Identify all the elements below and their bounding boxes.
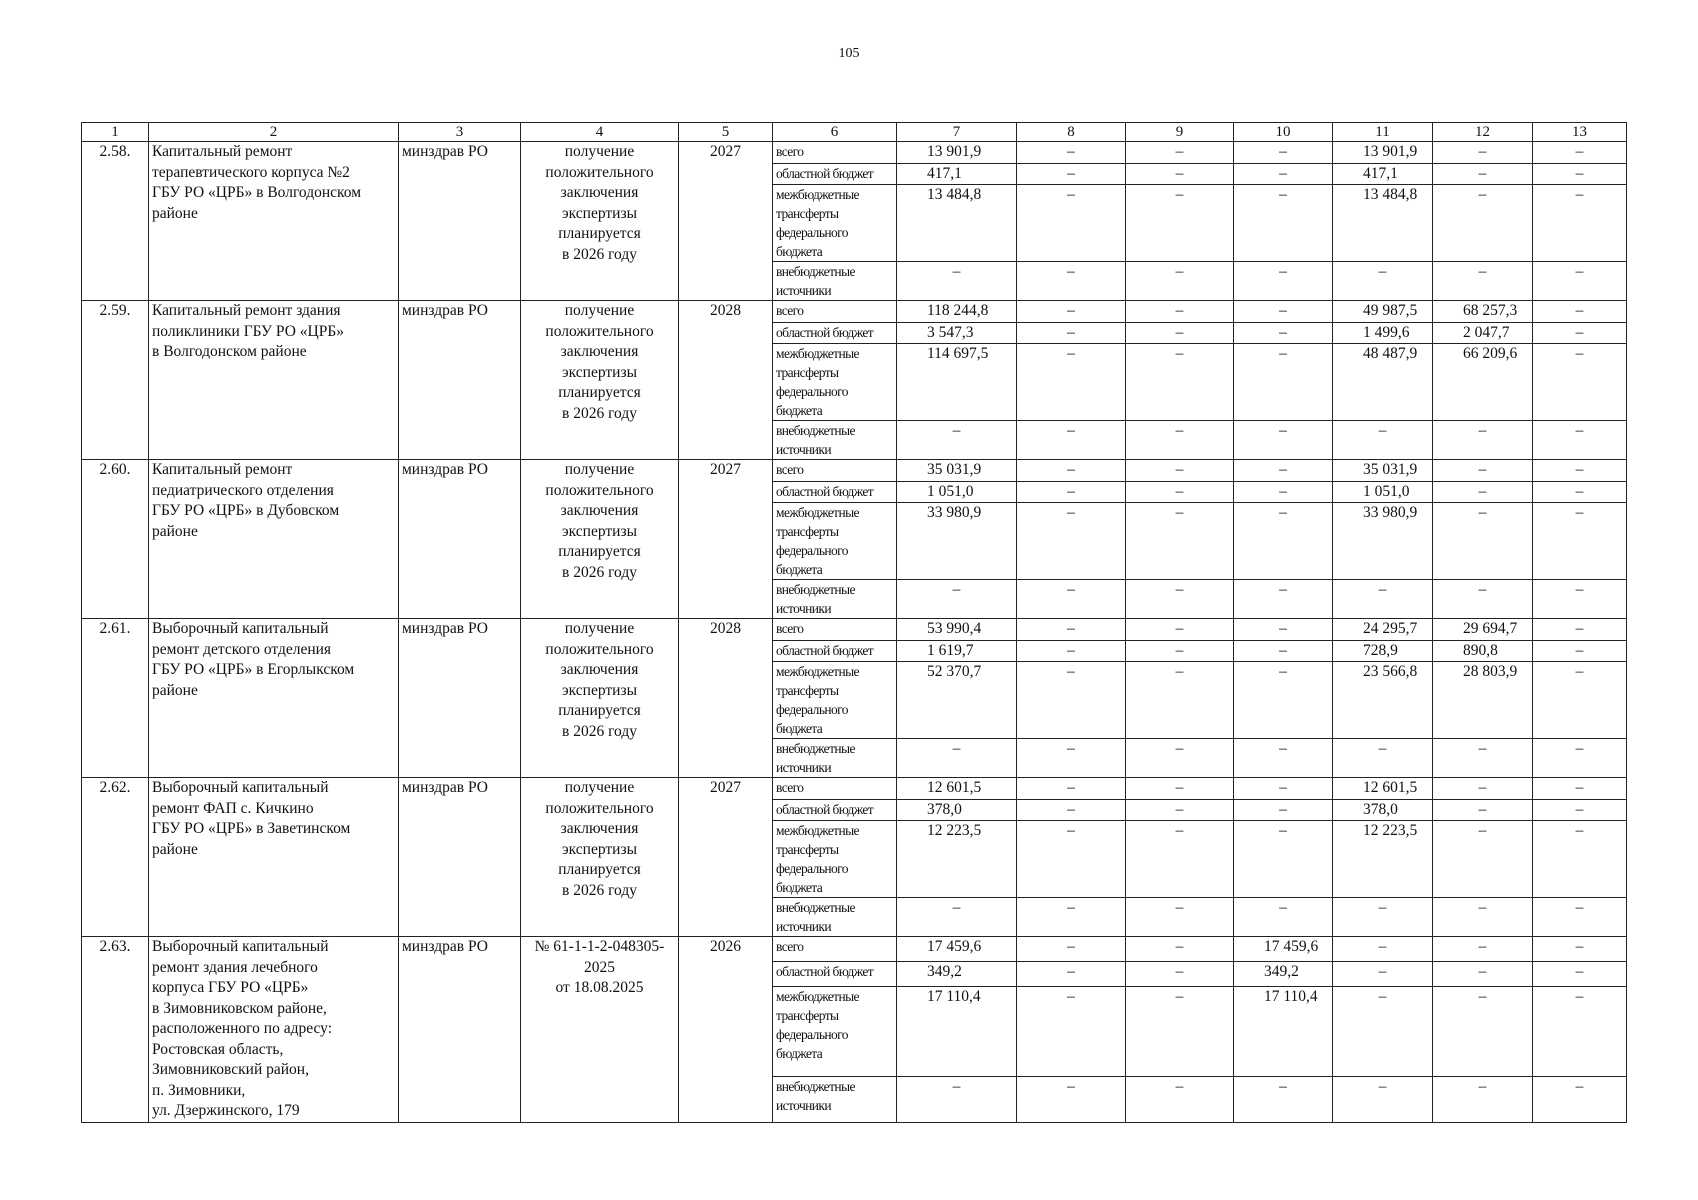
amount-cell: – bbox=[1533, 937, 1627, 962]
amount-cell: 66 209,6 bbox=[1433, 344, 1533, 421]
amount-cell: 349,2 bbox=[897, 962, 1017, 987]
amount-cell: 33 980,9 bbox=[897, 503, 1017, 580]
amount-cell: – bbox=[1017, 460, 1126, 482]
amount-cell: – bbox=[897, 739, 1017, 778]
amount-cell: – bbox=[1126, 898, 1234, 937]
funding-source: межбюджетные трансферты федерального бюджета bbox=[773, 185, 897, 262]
expertise-status: получение положительного заключения экспертизы планируется в 2026 году bbox=[521, 142, 679, 301]
amount-cell: 17 110,4 bbox=[1234, 987, 1333, 1077]
amount-cell: – bbox=[1333, 739, 1433, 778]
amount-cell: – bbox=[1433, 142, 1533, 164]
amount-cell: – bbox=[1126, 640, 1234, 662]
header-cell: 11 bbox=[1333, 123, 1433, 142]
amount-cell: – bbox=[1433, 799, 1533, 821]
responsible-agency: минздрав РО bbox=[399, 778, 521, 937]
amount-cell: 1 499,6 bbox=[1333, 322, 1433, 344]
amount-cell: – bbox=[1126, 322, 1234, 344]
funding-source: межбюджетные трансферты федерального бюджета bbox=[773, 503, 897, 580]
item-name: Капитальный ремонт здания поликлиники ГБУ РО «ЦРБ» в Волгодонском районе bbox=[149, 301, 399, 460]
amount-cell: 13 484,8 bbox=[1333, 185, 1433, 262]
completion-year: 2027 bbox=[679, 778, 773, 937]
table-row bbox=[82, 778, 1627, 800]
item-number: 2.63. bbox=[82, 937, 149, 1123]
header-cell: 6 bbox=[773, 123, 897, 142]
amount-cell: – bbox=[1234, 142, 1333, 164]
amount-cell: 12 601,5 bbox=[1333, 778, 1433, 800]
expertise-status: получение положительного заключения экспертизы планируется в 2026 году bbox=[521, 619, 679, 778]
amount-cell: – bbox=[1533, 987, 1627, 1077]
amount-cell: – bbox=[1126, 739, 1234, 778]
amount-cell: 53 990,4 bbox=[897, 619, 1017, 641]
amount-cell: – bbox=[1017, 1076, 1126, 1122]
amount-cell: – bbox=[1126, 163, 1234, 185]
funding-source: внебюджетные источники bbox=[773, 739, 897, 778]
amount-cell: 52 370,7 bbox=[897, 662, 1017, 739]
header-cell: 12 bbox=[1433, 123, 1533, 142]
amount-cell: – bbox=[1533, 821, 1627, 898]
amount-cell: – bbox=[1126, 421, 1234, 460]
amount-cell: – bbox=[1017, 640, 1126, 662]
amount-cell: – bbox=[1333, 987, 1433, 1077]
amount-cell: – bbox=[1017, 898, 1126, 937]
amount-cell: – bbox=[1533, 185, 1627, 262]
amount-cell: 13 901,9 bbox=[1333, 142, 1433, 164]
amount-cell: 728,9 bbox=[1333, 640, 1433, 662]
amount-cell: – bbox=[1017, 421, 1126, 460]
amount-cell: – bbox=[1433, 987, 1533, 1077]
item-number: 2.62. bbox=[82, 778, 149, 937]
funding-source: внебюджетные источники bbox=[773, 262, 897, 301]
amount-cell: 17 459,6 bbox=[897, 937, 1017, 962]
amount-cell: – bbox=[1433, 778, 1533, 800]
amount-cell: – bbox=[1533, 662, 1627, 739]
page-number: 105 bbox=[838, 46, 860, 61]
amount-cell: – bbox=[1234, 1076, 1333, 1122]
amount-cell: – bbox=[1433, 421, 1533, 460]
funding-source: внебюджетные источники bbox=[773, 898, 897, 937]
amount-cell: – bbox=[1017, 821, 1126, 898]
amount-cell: – bbox=[1234, 799, 1333, 821]
funding-source: областной бюджет bbox=[773, 962, 897, 987]
amount-cell: – bbox=[1234, 262, 1333, 301]
header-cell: 10 bbox=[1234, 123, 1333, 142]
amount-cell: – bbox=[1126, 262, 1234, 301]
amount-cell: – bbox=[1234, 898, 1333, 937]
amount-cell: – bbox=[1017, 301, 1126, 323]
amount-cell: 1 051,0 bbox=[1333, 481, 1433, 503]
amount-cell: – bbox=[1234, 821, 1333, 898]
amount-cell: – bbox=[1533, 739, 1627, 778]
amount-cell: 378,0 bbox=[1333, 799, 1433, 821]
amount-cell: – bbox=[1533, 344, 1627, 421]
amount-cell: 28 803,9 bbox=[1433, 662, 1533, 739]
amount-cell: – bbox=[1234, 460, 1333, 482]
header-cell: 1 bbox=[82, 123, 149, 142]
amount-cell: – bbox=[1533, 799, 1627, 821]
budget-table bbox=[81, 122, 1627, 1123]
amount-cell: – bbox=[1126, 580, 1234, 619]
amount-cell: – bbox=[1017, 937, 1126, 962]
amount-cell: – bbox=[1234, 163, 1333, 185]
expertise-status: получение положительного заключения экспертизы планируется в 2026 году bbox=[521, 778, 679, 937]
amount-cell: – bbox=[1126, 185, 1234, 262]
amount-cell: – bbox=[1017, 185, 1126, 262]
completion-year: 2026 bbox=[679, 937, 773, 1123]
amount-cell: 17 459,6 bbox=[1234, 937, 1333, 962]
amount-cell: – bbox=[1433, 580, 1533, 619]
expertise-status: получение положительного заключения экспертизы планируется в 2026 году bbox=[521, 301, 679, 460]
amount-cell: – bbox=[1433, 821, 1533, 898]
amount-cell: – bbox=[1533, 301, 1627, 323]
responsible-agency: минздрав РО bbox=[399, 937, 521, 1123]
table-row bbox=[82, 460, 1627, 482]
item-name: Выборочный капитальный ремонт ФАП с. Кичкино ГБУ РО «ЦРБ» в Заветинском районе bbox=[149, 778, 399, 937]
item-name: Капитальный ремонт педиатрического отделения ГБУ РО «ЦРБ» в Дубовском районе bbox=[149, 460, 399, 619]
amount-cell: – bbox=[1433, 163, 1533, 185]
amount-cell: 1 051,0 bbox=[897, 481, 1017, 503]
amount-cell: – bbox=[1017, 739, 1126, 778]
amount-cell: – bbox=[1126, 503, 1234, 580]
amount-cell: – bbox=[1533, 640, 1627, 662]
expertise-status: № 61-1-1-2-048305- 2025 от 18.08.2025 bbox=[521, 937, 679, 1123]
amount-cell: – bbox=[1017, 962, 1126, 987]
amount-cell: – bbox=[1126, 987, 1234, 1077]
amount-cell: 17 110,4 bbox=[897, 987, 1017, 1077]
header-row bbox=[82, 123, 1627, 142]
amount-cell: – bbox=[1017, 799, 1126, 821]
amount-cell: – bbox=[1333, 962, 1433, 987]
amount-cell: – bbox=[1333, 1076, 1433, 1122]
funding-source: областной бюджет bbox=[773, 799, 897, 821]
amount-cell: – bbox=[1017, 262, 1126, 301]
amount-cell: – bbox=[1017, 503, 1126, 580]
amount-cell: 48 487,9 bbox=[1333, 344, 1433, 421]
amount-cell: – bbox=[1017, 662, 1126, 739]
funding-source: межбюджетные трансферты федерального бюджета bbox=[773, 662, 897, 739]
amount-cell: – bbox=[897, 262, 1017, 301]
amount-cell: – bbox=[1017, 619, 1126, 641]
funding-source: внебюджетные источники bbox=[773, 1076, 897, 1122]
amount-cell: – bbox=[1017, 778, 1126, 800]
amount-cell: – bbox=[1017, 142, 1126, 164]
amount-cell: – bbox=[1234, 580, 1333, 619]
header-cell: 7 bbox=[897, 123, 1017, 142]
amount-cell: – bbox=[1533, 778, 1627, 800]
amount-cell: – bbox=[1126, 619, 1234, 641]
funding-source: областной бюджет bbox=[773, 640, 897, 662]
amount-cell: – bbox=[1333, 580, 1433, 619]
amount-cell: 35 031,9 bbox=[1333, 460, 1433, 482]
table-row bbox=[82, 142, 1627, 164]
amount-cell: 68 257,3 bbox=[1433, 301, 1533, 323]
amount-cell: – bbox=[1333, 898, 1433, 937]
item-name: Капитальный ремонт терапевтического корпуса №2 ГБУ РО «ЦРБ» в Волгодонском районе bbox=[149, 142, 399, 301]
amount-cell: 378,0 bbox=[897, 799, 1017, 821]
amount-cell: – bbox=[1333, 421, 1433, 460]
amount-cell: 29 694,7 bbox=[1433, 619, 1533, 641]
amount-cell: 890,8 bbox=[1433, 640, 1533, 662]
amount-cell: – bbox=[1017, 322, 1126, 344]
amount-cell: – bbox=[1333, 262, 1433, 301]
completion-year: 2028 bbox=[679, 619, 773, 778]
amount-cell: – bbox=[1433, 962, 1533, 987]
amount-cell: – bbox=[1234, 301, 1333, 323]
amount-cell: – bbox=[1433, 481, 1533, 503]
amount-cell: 49 987,5 bbox=[1333, 301, 1433, 323]
funding-source: всего bbox=[773, 937, 897, 962]
item-name: Выборочный капитальный ремонт детского отделения ГБУ РО «ЦРБ» в Егорлыкском районе bbox=[149, 619, 399, 778]
item-number: 2.58. bbox=[82, 142, 149, 301]
amount-cell: – bbox=[1234, 185, 1333, 262]
amount-cell: – bbox=[1533, 1076, 1627, 1122]
completion-year: 2027 bbox=[679, 460, 773, 619]
amount-cell: 23 566,8 bbox=[1333, 662, 1433, 739]
amount-cell: – bbox=[1433, 1076, 1533, 1122]
amount-cell: – bbox=[1126, 778, 1234, 800]
header-cell: 13 bbox=[1533, 123, 1627, 142]
amount-cell: 12 223,5 bbox=[897, 821, 1017, 898]
amount-cell: – bbox=[1017, 344, 1126, 421]
responsible-agency: минздрав РО bbox=[399, 142, 521, 301]
amount-cell: – bbox=[1234, 503, 1333, 580]
amount-cell: – bbox=[1126, 1076, 1234, 1122]
amount-cell: – bbox=[1533, 580, 1627, 619]
amount-cell: – bbox=[1126, 481, 1234, 503]
amount-cell: – bbox=[1234, 322, 1333, 344]
amount-cell: 33 980,9 bbox=[1333, 503, 1433, 580]
amount-cell: – bbox=[897, 580, 1017, 619]
amount-cell: – bbox=[1333, 937, 1433, 962]
amount-cell: – bbox=[1533, 481, 1627, 503]
item-number: 2.59. bbox=[82, 301, 149, 460]
funding-source: областной бюджет bbox=[773, 163, 897, 185]
amount-cell: – bbox=[1433, 503, 1533, 580]
amount-cell: – bbox=[1533, 322, 1627, 344]
funding-source: межбюджетные трансферты федерального бюджета bbox=[773, 821, 897, 898]
amount-cell: – bbox=[1234, 640, 1333, 662]
item-number: 2.60. bbox=[82, 460, 149, 619]
amount-cell: – bbox=[1433, 937, 1533, 962]
amount-cell: – bbox=[1126, 344, 1234, 421]
amount-cell: – bbox=[1533, 262, 1627, 301]
amount-cell: 417,1 bbox=[1333, 163, 1433, 185]
amount-cell: – bbox=[897, 898, 1017, 937]
funding-source: межбюджетные трансферты федерального бюджета bbox=[773, 987, 897, 1077]
amount-cell: – bbox=[1017, 163, 1126, 185]
amount-cell: 12 223,5 bbox=[1333, 821, 1433, 898]
amount-cell: 12 601,5 bbox=[897, 778, 1017, 800]
item-name: Выборочный капитальный ремонт здания лечебного корпуса ГБУ РО «ЦРБ» в Зимовниковском районе, расположенного по адресу: Ростовская область, Зимовниковский район, п. Зимовники, ул. Дзержинского, 179 bbox=[149, 937, 399, 1123]
amount-cell: – bbox=[1126, 937, 1234, 962]
header-cell: 4 bbox=[521, 123, 679, 142]
table-row bbox=[82, 619, 1627, 641]
amount-cell: – bbox=[1126, 662, 1234, 739]
amount-cell: – bbox=[1533, 619, 1627, 641]
responsible-agency: минздрав РО bbox=[399, 619, 521, 778]
amount-cell: – bbox=[1017, 580, 1126, 619]
amount-cell: – bbox=[1433, 460, 1533, 482]
responsible-agency: минздрав РО bbox=[399, 301, 521, 460]
amount-cell: – bbox=[1433, 185, 1533, 262]
funding-source: областной бюджет bbox=[773, 322, 897, 344]
amount-cell: – bbox=[1533, 898, 1627, 937]
amount-cell: 13 901,9 bbox=[897, 142, 1017, 164]
header-cell: 5 bbox=[679, 123, 773, 142]
funding-source: всего bbox=[773, 619, 897, 641]
funding-source: внебюджетные источники bbox=[773, 421, 897, 460]
amount-cell: 349,2 bbox=[1234, 962, 1333, 987]
amount-cell: 114 697,5 bbox=[897, 344, 1017, 421]
header-cell: 2 bbox=[149, 123, 399, 142]
amount-cell: – bbox=[1017, 987, 1126, 1077]
completion-year: 2028 bbox=[679, 301, 773, 460]
funding-source: всего bbox=[773, 301, 897, 323]
amount-cell: – bbox=[1533, 503, 1627, 580]
amount-cell: – bbox=[1533, 460, 1627, 482]
item-number: 2.61. bbox=[82, 619, 149, 778]
header-cell: 3 bbox=[399, 123, 521, 142]
funding-source: областной бюджет bbox=[773, 481, 897, 503]
amount-cell: – bbox=[1126, 799, 1234, 821]
amount-cell: – bbox=[1017, 481, 1126, 503]
amount-cell: – bbox=[1126, 962, 1234, 987]
table-row bbox=[82, 301, 1627, 323]
amount-cell: 35 031,9 bbox=[897, 460, 1017, 482]
amount-cell: 1 619,7 bbox=[897, 640, 1017, 662]
header-cell: 8 bbox=[1017, 123, 1126, 142]
amount-cell: – bbox=[1533, 142, 1627, 164]
amount-cell: – bbox=[897, 421, 1017, 460]
amount-cell: – bbox=[1234, 739, 1333, 778]
funding-source: межбюджетные трансферты федерального бюджета bbox=[773, 344, 897, 421]
amount-cell: – bbox=[1533, 962, 1627, 987]
funding-source: всего bbox=[773, 142, 897, 164]
funding-source: внебюджетные источники bbox=[773, 580, 897, 619]
amount-cell: – bbox=[1126, 142, 1234, 164]
amount-cell: 2 047,7 bbox=[1433, 322, 1533, 344]
amount-cell: – bbox=[1234, 778, 1333, 800]
amount-cell: 24 295,7 bbox=[1333, 619, 1433, 641]
amount-cell: – bbox=[1234, 344, 1333, 421]
amount-cell: 3 547,3 bbox=[897, 322, 1017, 344]
amount-cell: – bbox=[1433, 739, 1533, 778]
amount-cell: – bbox=[897, 1076, 1017, 1122]
amount-cell: 13 484,8 bbox=[897, 185, 1017, 262]
amount-cell: – bbox=[1234, 662, 1333, 739]
completion-year: 2027 bbox=[679, 142, 773, 301]
responsible-agency: минздрав РО bbox=[399, 460, 521, 619]
funding-source: всего bbox=[773, 460, 897, 482]
amount-cell: 118 244,8 bbox=[897, 301, 1017, 323]
amount-cell: – bbox=[1126, 821, 1234, 898]
amount-cell: 417,1 bbox=[897, 163, 1017, 185]
amount-cell: – bbox=[1234, 619, 1333, 641]
amount-cell: – bbox=[1433, 262, 1533, 301]
amount-cell: – bbox=[1234, 481, 1333, 503]
header-cell: 9 bbox=[1126, 123, 1234, 142]
amount-cell: – bbox=[1126, 460, 1234, 482]
amount-cell: – bbox=[1533, 163, 1627, 185]
amount-cell: – bbox=[1126, 301, 1234, 323]
amount-cell: – bbox=[1533, 421, 1627, 460]
funding-source: всего bbox=[773, 778, 897, 800]
amount-cell: – bbox=[1234, 421, 1333, 460]
table-row bbox=[82, 937, 1627, 962]
expertise-status: получение положительного заключения экспертизы планируется в 2026 году bbox=[521, 460, 679, 619]
amount-cell: – bbox=[1433, 898, 1533, 937]
